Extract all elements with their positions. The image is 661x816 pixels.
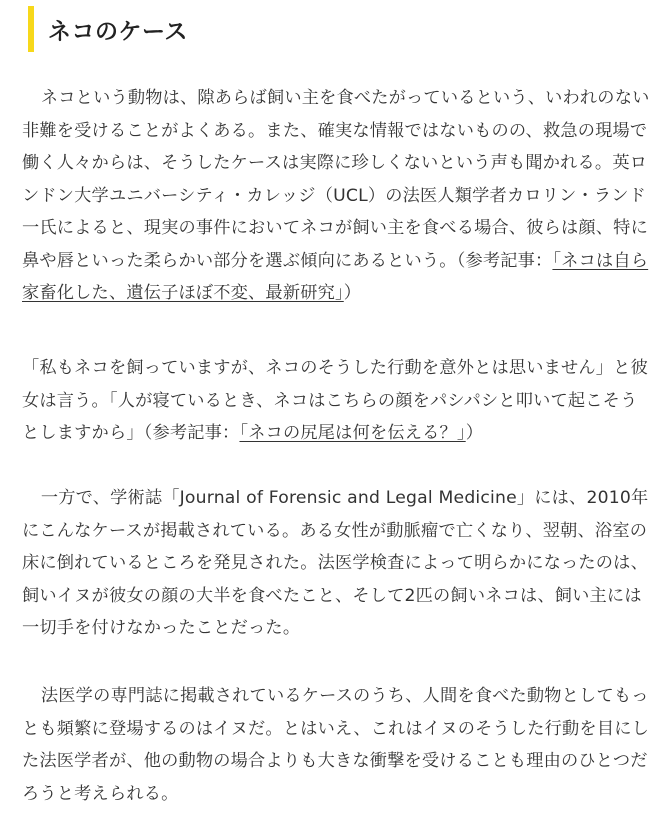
- paragraph-3-text: 一方で、学術誌「Journal of Forensic and Legal Medicine」には、2010年にこんなケースが掲載されている。ある女性が動脈瘤で亡くなり、翌朝、浴室の床に倒れているところを発見された。法医学検査によって明らかになったのは、飼いイヌが彼女の顔の大半を食べたこと、そして2匹の飼いネコは、飼い主には一切手を付けなかったことだった。: [22, 488, 649, 638]
- paragraph-2-close: ）: [465, 423, 484, 443]
- heading-accent-bar: [28, 6, 34, 52]
- paragraph-3: [22, 482, 654, 645]
- section-title: ネコのケース: [48, 18, 188, 45]
- paragraph-4-text: 法医学の専門誌に掲載されているケースのうち、人間を食べた動物としてもっとも頻繁に登場するのはイヌだ。とはいえ、これはイヌのそうした行動を目にした法医学者が、他の動物の場合よりも大きな衝撃を受けることも理由のひとつだろうと考えられる。: [22, 686, 649, 804]
- paragraph-2-text: 「私もネコを飼っていますが、ネコのそうした行動を意外とは思いません」と彼女は言う。「人が寝ているとき、ネコはこちらの顔をパシパシと叩いて起こそうとしますから」（参考記事：: [22, 358, 648, 443]
- section-heading: [28, 6, 188, 52]
- paragraph-1: [22, 82, 654, 310]
- reference-link-cat-domestication[interactable]: 「ネコは自ら家畜化した、遺伝子ほぼ不変、最新研究」: [22, 250, 649, 303]
- paragraph-2: [22, 352, 654, 450]
- paragraph-1-close: ）: [343, 283, 362, 303]
- paragraph-1-text: ネコという動物は、隙あらば飼い主を食べたがっているという、いわれのない非難を受けることがよくある。また、確実な情報ではないものの、救急の現場で働く人々からは、そうしたケースは実際に珍しくないという声も聞かれる。英ロンドン大学ユニバーシティ・カレッジ（UCL）の法医人類学者カロリン・ランド一氏によると、現実の事件においてネコが飼い主を食べる場合、彼らは顔、特に鼻や唇といった柔らかい部分を選ぶ傾向にあるという。（参考記事：: [22, 88, 650, 271]
- paragraph-4: [22, 680, 654, 810]
- reference-link-cat-tail[interactable]: 「ネコの尻尾は何を伝える？」: [239, 423, 466, 443]
